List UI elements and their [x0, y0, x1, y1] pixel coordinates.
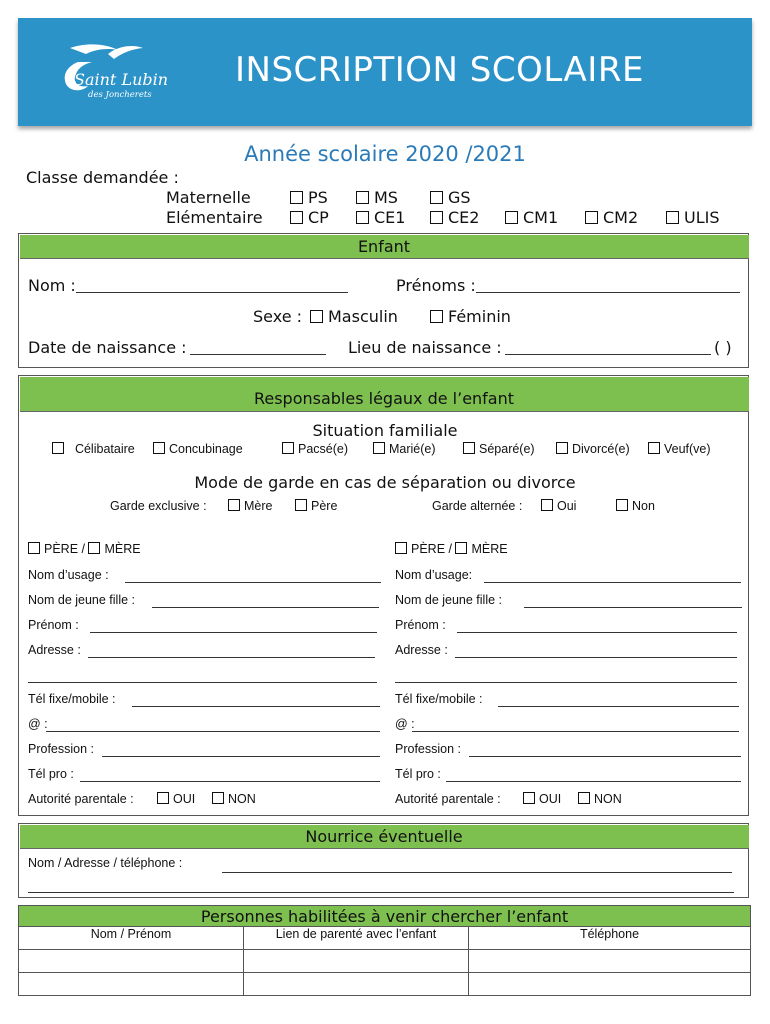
left-email-label: @ :: [28, 717, 48, 731]
option-label: Non: [632, 499, 655, 513]
left-autorite-label: Autorité parentale :: [28, 792, 134, 806]
right-tel-fixe-field[interactable]: [498, 706, 739, 707]
option-label: GS: [448, 188, 471, 207]
checkbox-icon: [578, 792, 590, 804]
left-tel-pro-field[interactable]: [80, 781, 380, 782]
checkbox-icon: [585, 211, 598, 224]
nourrice-section-title: Nourrice éventuelle: [20, 825, 749, 849]
situation-concubinage[interactable]: [153, 442, 243, 456]
option-label: MÈRE: [471, 542, 508, 556]
checkbox-icon: [28, 542, 40, 554]
left-nom-usage-label: Nom d’usage :: [28, 568, 109, 582]
table-cell[interactable]: [19, 973, 244, 996]
checkbox-icon: [373, 442, 385, 454]
checkbox-icon: [541, 499, 553, 511]
left-nom-usage-field[interactable]: [125, 582, 381, 583]
enfant-prenoms-label: Prénoms :: [396, 276, 476, 295]
situation-marie[interactable]: [373, 442, 436, 456]
left-prenom-field[interactable]: [90, 632, 377, 633]
checkbox-icon: [556, 442, 568, 454]
garde-exclusive-label: Garde exclusive :: [110, 499, 207, 513]
checkbox-feminin[interactable]: [430, 307, 511, 326]
checkbox-ms[interactable]: [356, 188, 398, 207]
table-header-row: [19, 927, 751, 950]
date-naissance-label: Date de naissance :: [28, 338, 187, 357]
checkbox-icon: [666, 211, 679, 224]
checkbox-masculin[interactable]: [310, 307, 398, 326]
checkbox-icon: [52, 442, 64, 454]
left-profession-field[interactable]: [102, 756, 380, 757]
option-label: CP: [308, 208, 329, 227]
right-autorite-oui[interactable]: [523, 792, 561, 806]
option-label: OUI: [539, 792, 562, 806]
checkbox-icon: [282, 442, 294, 454]
left-tel-fixe-field[interactable]: [132, 706, 380, 707]
checkbox-icon: [505, 211, 518, 224]
left-autorite-oui[interactable]: [157, 792, 195, 806]
enfant-nom-field[interactable]: [76, 292, 348, 293]
checkbox-icon: [430, 211, 443, 224]
right-tel-pro-label: Tél pro :: [395, 767, 441, 781]
lieu-naissance-paren: ( ): [714, 338, 732, 357]
date-naissance-field[interactable]: [190, 354, 326, 355]
option-label: Séparé(e): [479, 442, 535, 456]
option-label: CE2: [448, 208, 480, 227]
right-autorite-label: Autorité parentale :: [395, 792, 501, 806]
garde-alternee-label: Garde alternée :: [432, 499, 523, 513]
checkbox-icon: [430, 191, 443, 204]
table-row: [19, 950, 751, 973]
left-adresse-field[interactable]: [88, 657, 375, 658]
maternelle-label: Maternelle: [166, 188, 251, 207]
checkbox-icon: [88, 542, 100, 554]
option-label: MS: [374, 188, 398, 207]
left-adresse-field-2[interactable]: [28, 682, 377, 683]
situation-separe[interactable]: [463, 442, 535, 456]
option-label: PÈRE /: [411, 542, 452, 556]
checkbox-icon: [153, 442, 165, 454]
checkbox-icon: [356, 211, 369, 224]
right-nom-jeune-fille-field[interactable]: [524, 607, 742, 608]
checkbox-ce2[interactable]: [430, 208, 479, 227]
situation-pacse[interactable]: [282, 442, 348, 456]
option-label: OUI: [173, 792, 196, 806]
checkbox-icon: [295, 499, 307, 511]
right-parent-selector[interactable]: [395, 542, 508, 556]
situation-title: Situation familiale: [312, 421, 458, 440]
right-prenom-field[interactable]: [457, 632, 737, 633]
left-nom-jeune-fille-field[interactable]: [152, 607, 379, 608]
right-adresse-label: Adresse :: [395, 643, 448, 657]
checkbox-icon: [455, 542, 467, 554]
school-year-title: Année scolaire 2020 /2021: [244, 142, 526, 166]
checkbox-icon: [356, 191, 369, 204]
page-title: INSCRIPTION SCOLAIRE: [235, 50, 644, 90]
sexe-label: Sexe :: [253, 307, 303, 326]
option-label: PÈRE /: [44, 542, 85, 556]
checkbox-icon: [523, 792, 535, 804]
logo-line2: des Joncherets: [88, 90, 152, 100]
checkbox-icon: [290, 211, 303, 224]
garde-exclusive-pere[interactable]: [295, 499, 337, 513]
left-parent-selector[interactable]: [28, 542, 141, 556]
table-cell[interactable]: [244, 950, 469, 973]
option-label: Célibataire: [74, 442, 135, 456]
left-profession-label: Profession :: [28, 742, 95, 756]
checkbox-icon: [648, 442, 660, 454]
checkbox-icon: [310, 310, 323, 323]
enfant-section-title: Enfant: [20, 235, 749, 259]
personnes-table: [18, 926, 751, 996]
option-label: Pacsé(e): [298, 442, 349, 456]
checkbox-ce1[interactable]: [356, 208, 405, 227]
option-label: Marié(e): [389, 442, 436, 456]
column-header-telephone: Téléphone: [469, 927, 751, 950]
checkbox-icon: [616, 499, 628, 511]
checkbox-gs[interactable]: [430, 188, 471, 207]
lieu-naissance-field[interactable]: [505, 354, 711, 355]
right-prenom-label: Prénom :: [395, 618, 446, 632]
right-profession-field[interactable]: [469, 756, 741, 757]
checkbox-icon: [430, 310, 443, 323]
situation-veuf[interactable]: [648, 442, 711, 456]
left-prenom-label: Prénom :: [28, 618, 79, 632]
classe-label: Classe demandée :: [26, 168, 179, 187]
table-cell[interactable]: [19, 950, 244, 973]
option-label: Oui: [557, 499, 577, 513]
option-label: NON: [594, 792, 622, 806]
checkbox-cm1[interactable]: [505, 208, 558, 227]
responsables-section-title: Responsables légaux de l’enfant: [20, 377, 749, 412]
garde-exclusive-mere[interactable]: [228, 499, 272, 513]
option-label: Concubinage: [169, 442, 243, 456]
right-email-label: @ :: [395, 717, 415, 731]
right-tel-fixe-label: Tél fixe/mobile :: [395, 692, 483, 706]
left-tel-fixe-label: Tél fixe/mobile :: [28, 692, 116, 706]
option-label: Veuf(ve): [664, 442, 711, 456]
left-autorite-non[interactable]: [212, 792, 256, 806]
option-label: MÈRE: [104, 542, 141, 556]
checkbox-ps[interactable]: [290, 188, 328, 207]
mode-garde-title: Mode de garde en cas de séparation ou divorce: [194, 473, 576, 492]
table-row: [19, 973, 751, 996]
option-label: Féminin: [448, 307, 511, 326]
checkbox-icon: [212, 792, 224, 804]
right-adresse-field-2[interactable]: [395, 682, 737, 683]
enfant-nom-label: Nom :: [28, 276, 76, 295]
option-label: CE1: [374, 208, 406, 227]
lieu-naissance-label: Lieu de naissance :: [348, 338, 502, 357]
nourrice-field-2[interactable]: [28, 892, 734, 893]
situation-divorce[interactable]: [556, 442, 630, 456]
checkbox-cm2[interactable]: [585, 208, 638, 227]
right-tel-pro-field[interactable]: [446, 781, 741, 782]
right-adresse-field[interactable]: [455, 657, 737, 658]
table-cell[interactable]: [244, 973, 469, 996]
option-label: ULIS: [684, 208, 720, 227]
right-nom-usage-field[interactable]: [484, 582, 741, 583]
left-adresse-label: Adresse :: [28, 643, 81, 657]
checkbox-icon: [157, 792, 169, 804]
option-label: NON: [228, 792, 256, 806]
nourrice-label: Nom / Adresse / téléphone :: [28, 856, 183, 870]
option-label: Mère: [244, 499, 273, 513]
logo: [48, 40, 188, 110]
personnes-section-title: Personnes habilitées à venir chercher l’enfant: [18, 905, 751, 927]
elementaire-label: Elémentaire: [166, 208, 263, 227]
table-cell[interactable]: [469, 973, 751, 996]
option-label: PS: [308, 188, 328, 207]
column-header-nom: Nom / Prénom: [19, 927, 244, 950]
option-label: Père: [311, 499, 338, 513]
enfant-prenoms-field[interactable]: [476, 292, 740, 293]
option-label: Masculin: [328, 307, 398, 326]
table-cell[interactable]: [469, 950, 751, 973]
logo-line1: Saint Lubin: [74, 70, 169, 89]
checkbox-ulis[interactable]: [666, 208, 720, 227]
left-email-field[interactable]: [46, 731, 380, 732]
checkbox-icon: [395, 542, 407, 554]
garde-alternee-oui[interactable]: [541, 499, 576, 513]
option-label: CM2: [603, 208, 639, 227]
checkbox-cp[interactable]: [290, 208, 329, 227]
checkbox-icon: [290, 191, 303, 204]
right-nom-jeune-fille-label: Nom de jeune fille :: [395, 593, 503, 607]
right-email-field[interactable]: [412, 731, 739, 732]
column-header-lien: Lien de parenté avec l’enfant: [244, 927, 469, 950]
left-tel-pro-label: Tél pro :: [28, 767, 74, 781]
right-nom-usage-label: Nom d’usage:: [395, 568, 473, 582]
right-autorite-non[interactable]: [578, 792, 622, 806]
garde-alternee-non[interactable]: [616, 499, 655, 513]
situation-celibataire[interactable]: [52, 442, 135, 456]
right-profession-label: Profession :: [395, 742, 462, 756]
checkbox-icon: [463, 442, 475, 454]
option-label: Divorcé(e): [572, 442, 630, 456]
left-nom-jeune-fille-label: Nom de jeune fille :: [28, 593, 136, 607]
option-label: CM1: [523, 208, 559, 227]
checkbox-icon: [228, 499, 240, 511]
nourrice-field[interactable]: [222, 872, 732, 873]
